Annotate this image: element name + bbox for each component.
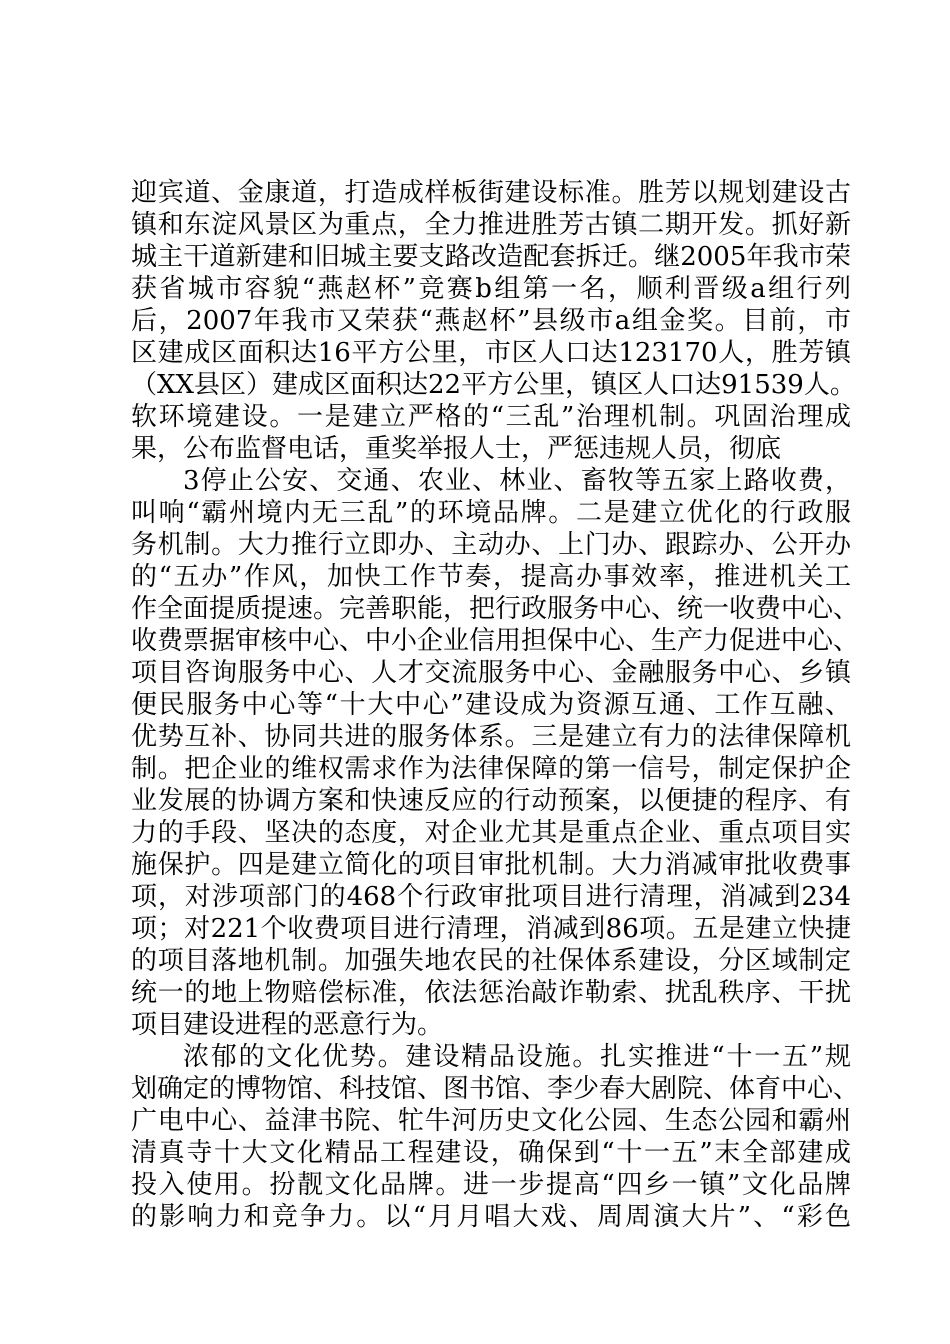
text-line: 收费票据审核中心、中小企业信用担保中心、生产力促进中心、 [131,626,860,656]
text-line: 作全面提质提速。完善职能，把行政服务中心、统一收费中心、 [131,594,860,624]
text-line: 施保护。四是建立简化的项目审批机制。大力消减审批收费事 [131,850,851,880]
text-line: 优势互补、协同共进的服务体系。三是建立有力的法律保障机 [131,722,851,752]
text-line: 镇和东淀风景区为重点，全力推进胜芳古镇二期开发。抓好新 [131,210,851,240]
text-line: 的“五办”作风，加快工作节奏，提高办事效率，推进机关工 [131,562,851,592]
text-line: 项目建设进程的恶意行为。 [131,1010,444,1040]
text-line: 软环境建设。一是建立严格的“三乱”治理机制。巩固治理成 [131,402,851,432]
text-line: 业发展的协调方案和快速反应的行动预案，以便捷的程序、有 [131,786,851,816]
text-line: 迎宾道、金康道，打造成样板街建设标准。胜芳以规划建设古 [131,178,851,208]
text-line: 叫响“霸州境内无三乱”的环境品牌。二是建立优化的行政服 [131,498,851,528]
text-line: 3停止公安、交通、农业、林业、畜牧等五家上路收费， [183,466,851,496]
text-line: 城主干道新建和旧城主要支路改造配套拆迁。继2005年我市荣 [131,242,851,272]
text-line: 获省城市容貌“燕赵杯”竞赛b组第一名，顺利晋级a组行列 [131,274,851,304]
text-line: 统一的地上物赔偿标准，依法惩治敲诈勒索、扰乱秩序、干扰 [131,978,851,1008]
text-line: 项目咨询服务中心、人才交流服务中心、金融服务中心、乡镇 [131,658,851,688]
text-line: 浓郁的文化优势。建设精品设施。扎实推进“十一五”规 [183,1042,851,1072]
text-line: 项，对涉项部门的468个行政审批项目进行清理，消减到234 [131,882,851,912]
text-line: 划确定的博物馆、科技馆、图书馆、李少春大剧院、体育中心、 [131,1074,860,1104]
text-line: 投入使用。扮靓文化品牌。进一步提高“四乡一镇”文化品牌 [131,1170,851,1200]
text-line: 务机制。大力推行立即办、主动办、上门办、跟踪办、公开办 [131,530,851,560]
text-line: 力的手段、坚决的态度，对企业尤其是重点企业、重点项目实 [131,818,851,848]
text-line: （XX县区）建成区面积达22平方公里，镇区人口达91539人。 [131,370,856,400]
text-line: 区建成区面积达16平方公里，市区人口达123170人，胜芳镇 [131,338,851,368]
text-line: 项；对221个收费项目进行清理，消减到86项。五是建立快捷 [131,914,851,944]
text-line: 广电中心、益津书院、牤牛河历史文化公园、生态公园和霸州 [131,1106,851,1136]
text-line: 后，2007年我市又荣获“燕赵杯”县级市a组金奖。目前，市 [131,306,851,336]
text-line: 清真寺十大文化精品工程建设，确保到“十一五”末全部建成 [131,1138,851,1168]
text-line: 便民服务中心等“十大中心”建设成为资源互通、工作互融、 [131,690,851,720]
text-line: 的项目落地机制。加强失地农民的社保体系建设，分区域制定 [131,946,851,976]
text-line: 制。把企业的维权需求作为法律保障的第一信号，制定保护企 [131,754,851,784]
text-line: 的影响力和竞争力。以“月月唱大戏、周周演大片”、“彩色 [131,1202,851,1232]
text-line: 果，公布监督电话，重奖举报人士，严惩违规人员，彻底 [131,434,782,464]
